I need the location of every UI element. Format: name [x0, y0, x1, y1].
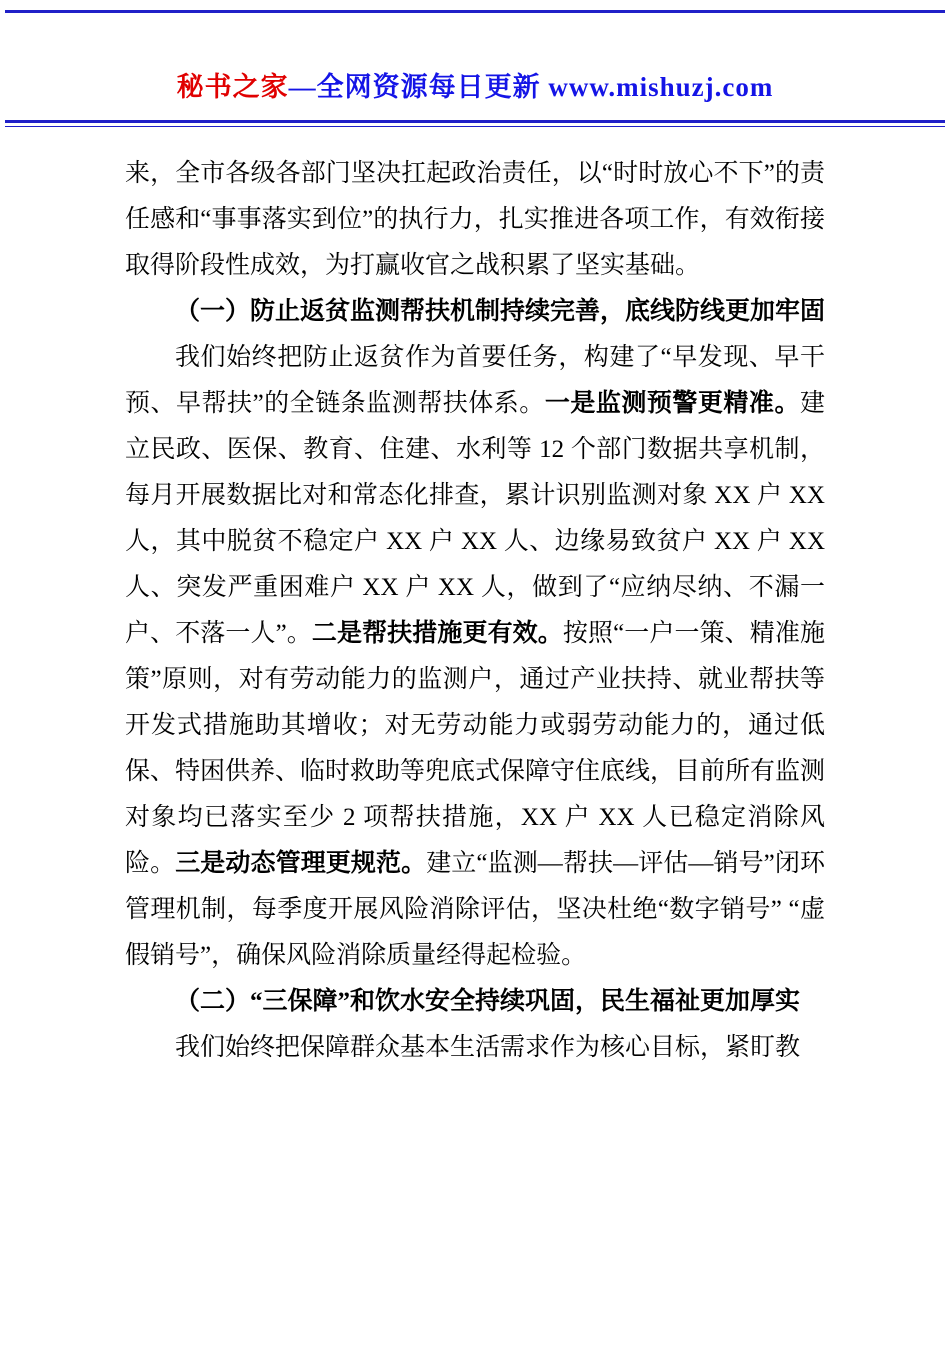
emphasis-run: 三是动态管理更规范。 [175, 850, 427, 877]
emphasis-run: （二）“三保障”和饮水安全持续巩固，民生福祉更加厚实 [175, 988, 801, 1015]
text-run: 我们始终把防止返贫作为首要任务，构建了“早发现、早干预、早帮扶”的全链条监测帮扶体系。 [125, 344, 825, 417]
text-run: 我们始终把保障群众基本生活需求作为核心目标，紧盯教 [175, 1034, 801, 1061]
header-rule-thin [5, 126, 945, 127]
header-top-rule [5, 10, 945, 13]
text-run: 建立民政、医保、教育、住建、水利等 12 个部门数据共享机制，每月开展数据比对和常态化排查，累计识别监测对象 XX 户 XX 人，其中脱贫不稳定户 XX 户 XX 人、边缘易致贫户 XX 户 XX 人、突发严重困难户 XX 户 XX 人，做到了“应纳尽纳、不漏一户、不落一人”。 [125, 390, 825, 647]
heading-paragraph [125, 979, 825, 1025]
emphasis-run: 一是监测预警更精准。 [544, 390, 800, 417]
document-page [0, 10, 950, 1071]
text-run: 建立“监测—帮扶—评估—销号”闭环管理机制，每季度开展风险消除评估，坚决杜绝“数字销号” “虚假销号”，确保风险消除质量经得起检验。 [125, 850, 825, 969]
heading-paragraph [125, 289, 825, 335]
site-tagline: —全网资源每日更新 [288, 72, 549, 102]
site-header [0, 65, 950, 104]
header-rule-thick [5, 120, 945, 123]
text-run: 来，全市各级各部门坚决扛起政治责任，以“时时放心不下”的责任感和“事事落实到位”的执行力，扎实推进各项工作，有效衔接取得阶段性成效，为打赢收官之战积累了坚实基础。 [125, 160, 825, 279]
body-paragraph [125, 151, 825, 289]
body-paragraph [125, 335, 825, 979]
site-brand: 秘书之家 [176, 72, 289, 102]
text-run: 按照“一户一策、精准施策”原则，对有劳动能力的监测户，通过产业扶持、就业帮扶等开发式措施助其增收；对无劳动能力或弱劳动能力的，通过低保、特困供养、临时救助等兜底式保障守住底线，目前所有监测对象均已落实至少 2 项帮扶措施，XX 户 XX 人已稳定消除风险。 [125, 620, 826, 877]
header-double-rule [5, 120, 945, 127]
document-body [125, 151, 825, 1071]
emphasis-run: （一）防止返贫监测帮扶机制持续完善，底线防线更加牢固 [175, 298, 826, 325]
body-paragraph [125, 1025, 825, 1071]
site-url-link[interactable]: www.mishuzj.com [548, 72, 774, 102]
emphasis-run: 二是帮扶措施更有效。 [311, 620, 563, 647]
